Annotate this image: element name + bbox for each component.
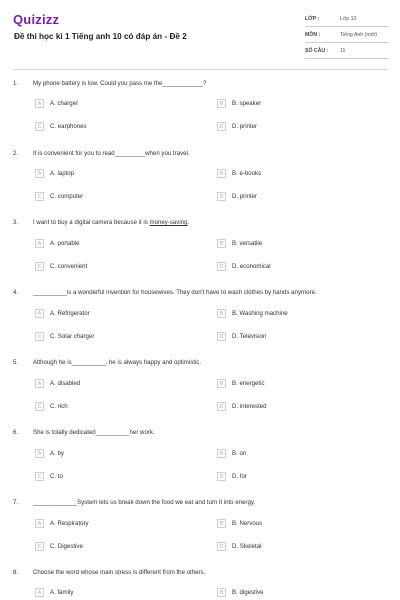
letter-box: A (35, 239, 44, 248)
option-text: A. Respiratory (50, 520, 89, 527)
letter-box: D (217, 122, 226, 131)
option-text: C. rich (50, 403, 68, 410)
letter-box: B (217, 169, 226, 178)
page-title: Đề thi học kì 1 Tiếng anh 10 có đáp án - Đề 2 (14, 32, 187, 41)
letter-box: D (217, 262, 226, 271)
letter-box: C (35, 122, 44, 131)
worksheet-header (0, 0, 400, 72)
option-text: B. speaker (232, 100, 262, 107)
letter-box: A (35, 519, 44, 528)
question-text: _____________System lets us break down the food we eat and turn it into energy. (33, 499, 256, 506)
option-text: C. convenient (50, 263, 88, 270)
option-text: B. Nervous (232, 520, 263, 527)
question-text: Choose the word whose main stress is different from the others. (33, 569, 206, 576)
question-number: 4. (13, 289, 19, 296)
letter-box: B (217, 309, 226, 318)
underlined-word: money-saving (149, 219, 188, 226)
option-text: D. economical (232, 263, 271, 270)
question-number: 5. (13, 359, 19, 366)
question-number: 8. (13, 569, 19, 576)
letter-box: B (217, 588, 226, 597)
header-divider (13, 69, 388, 70)
option-text: B. on (232, 450, 247, 457)
option-text: D. printer (232, 193, 258, 200)
letter-box: D (217, 402, 226, 411)
meta-row-class (305, 11, 389, 27)
letter-box: D (217, 542, 226, 551)
letter-box: A (35, 588, 44, 597)
quizizz-logo: Quizizz (13, 12, 60, 27)
option-text: D. Skeletal (232, 543, 262, 550)
option-text: C. computer (50, 193, 84, 200)
letter-box: C (35, 472, 44, 481)
option-text: A. disabled (50, 380, 81, 387)
question-number: 6. (13, 429, 19, 436)
question-number: 7. (13, 499, 19, 506)
option-text: D. interested (232, 403, 267, 410)
option-text: A. Refrigerator (50, 310, 90, 317)
letter-box: D (217, 332, 226, 341)
question-number: 3. (13, 219, 19, 226)
letter-box: C (35, 192, 44, 201)
letter-box: D (217, 472, 226, 481)
letter-box: C (35, 402, 44, 411)
option-text: A. charger (50, 100, 79, 107)
option-text: B. energetic (232, 380, 265, 387)
question-text: __________is a wonderful invention for housewives. They don't have to wash clothes by hands anymore. (33, 289, 317, 296)
option-text: D. Television (232, 333, 267, 340)
option-text: C. to (50, 473, 63, 480)
meta-row-count (305, 43, 389, 59)
option-text: B. e-books (232, 170, 262, 177)
letter-box: B (217, 449, 226, 458)
question-number: 2. (13, 150, 19, 157)
option-text: A. portable (50, 240, 80, 247)
letter-box: D (217, 192, 226, 201)
option-text: D. printer (232, 123, 258, 130)
option-text: A. laptop (50, 170, 75, 177)
option-text: B. Washing machine (232, 310, 288, 317)
letter-box: B (217, 239, 226, 248)
meta-label: LỚP : (305, 16, 320, 22)
question-text (33, 219, 189, 226)
option-text: B. digestive (232, 589, 264, 596)
letter-box: C (35, 332, 44, 341)
letter-box: A (35, 449, 44, 458)
option-text: C. Solar charger (50, 333, 95, 340)
letter-box: C (35, 542, 44, 551)
question-number: 1. (13, 80, 19, 87)
meta-label: SỐ CÂU : (305, 48, 329, 54)
letter-box: C (35, 262, 44, 271)
letter-box: B (217, 379, 226, 388)
question-text-before: I want to buy a digital camera because it is (33, 219, 150, 226)
question-text: She is totally dedicated__________her work. (33, 429, 155, 436)
option-text: B. versatile (232, 240, 263, 247)
option-text: D. for (232, 473, 247, 480)
letter-box: A (35, 99, 44, 108)
meta-table (305, 11, 389, 59)
meta-value: Tiếng Anh (mới) (340, 32, 377, 38)
letter-box: B (217, 519, 226, 528)
question-text: It is convenient for you to read_________when you travel. (33, 150, 190, 157)
option-text: C. Digestive (50, 543, 83, 550)
option-text: A. by (50, 450, 64, 457)
question-text: My phone battery is low. Could you pass me the____________? (33, 80, 207, 87)
option-text: A. family (50, 589, 74, 596)
meta-value: 11 (340, 48, 346, 54)
option-text: C. earphones (50, 123, 87, 130)
question-text-after: . (187, 219, 190, 226)
letter-box: A (35, 169, 44, 178)
letter-box: A (35, 309, 44, 318)
meta-row-subject (305, 27, 389, 43)
meta-label: MÔN : (305, 32, 321, 38)
meta-value: Lớp 10 (340, 16, 357, 22)
question-text: Although he is__________, he is always happy and optimistic. (33, 359, 202, 366)
letter-box: A (35, 379, 44, 388)
letter-box: B (217, 99, 226, 108)
